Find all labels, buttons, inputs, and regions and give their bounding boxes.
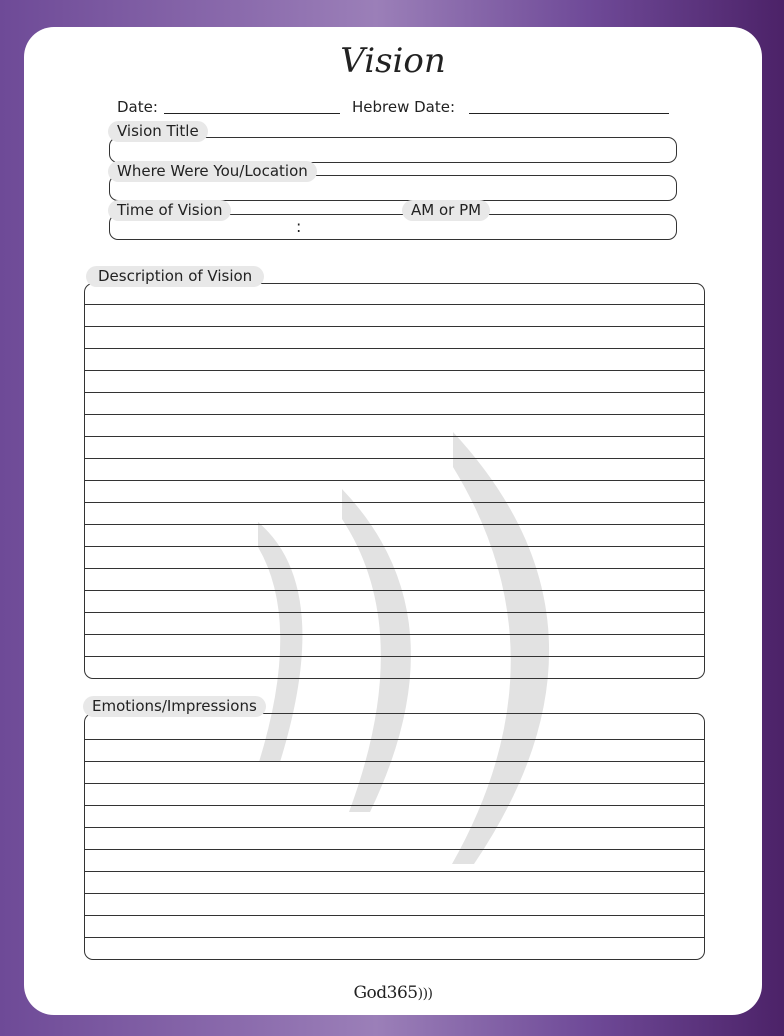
writing-line — [85, 326, 704, 327]
logo-waves: ))) — [417, 986, 433, 1002]
writing-line — [85, 546, 704, 547]
writing-line — [85, 414, 704, 415]
hebrew-date-field[interactable] — [469, 113, 669, 114]
writing-line — [85, 304, 704, 305]
writing-line — [85, 612, 704, 613]
date-label: Date: — [117, 98, 158, 116]
writing-line — [85, 849, 704, 850]
logo-text: God365 — [353, 983, 418, 1003]
writing-line — [85, 524, 704, 525]
journal-page — [24, 27, 762, 1015]
writing-line — [85, 502, 704, 503]
writing-line — [85, 937, 704, 938]
writing-line — [85, 656, 704, 657]
writing-line — [85, 436, 704, 437]
writing-line — [85, 783, 704, 784]
writing-line — [85, 458, 704, 459]
hebrew-date-label: Hebrew Date: — [352, 98, 456, 116]
writing-line — [85, 761, 704, 762]
writing-line — [85, 827, 704, 828]
writing-line — [85, 348, 704, 349]
time-separator: : — [296, 217, 302, 236]
writing-line — [85, 590, 704, 591]
writing-line — [85, 805, 704, 806]
brand-logo — [24, 983, 762, 1003]
vision-title-label: Vision Title — [108, 121, 208, 142]
writing-line — [85, 480, 704, 481]
location-label: Where Were You/Location — [108, 161, 317, 182]
emotions-label: Emotions/Impressions — [83, 696, 266, 717]
writing-line — [85, 871, 704, 872]
writing-line — [85, 915, 704, 916]
writing-line — [85, 634, 704, 635]
writing-line — [85, 893, 704, 894]
description-label: Description of Vision — [86, 266, 264, 287]
page-title: Vision — [340, 41, 446, 81]
date-field[interactable] — [164, 113, 340, 114]
writing-line — [85, 739, 704, 740]
time-of-vision-label: Time of Vision — [108, 200, 231, 221]
emotions-lines-box[interactable] — [84, 713, 705, 960]
am-pm-label: AM or PM — [402, 200, 490, 221]
description-lines-box[interactable] — [84, 283, 705, 679]
writing-line — [85, 370, 704, 371]
writing-line — [85, 392, 704, 393]
writing-line — [85, 568, 704, 569]
